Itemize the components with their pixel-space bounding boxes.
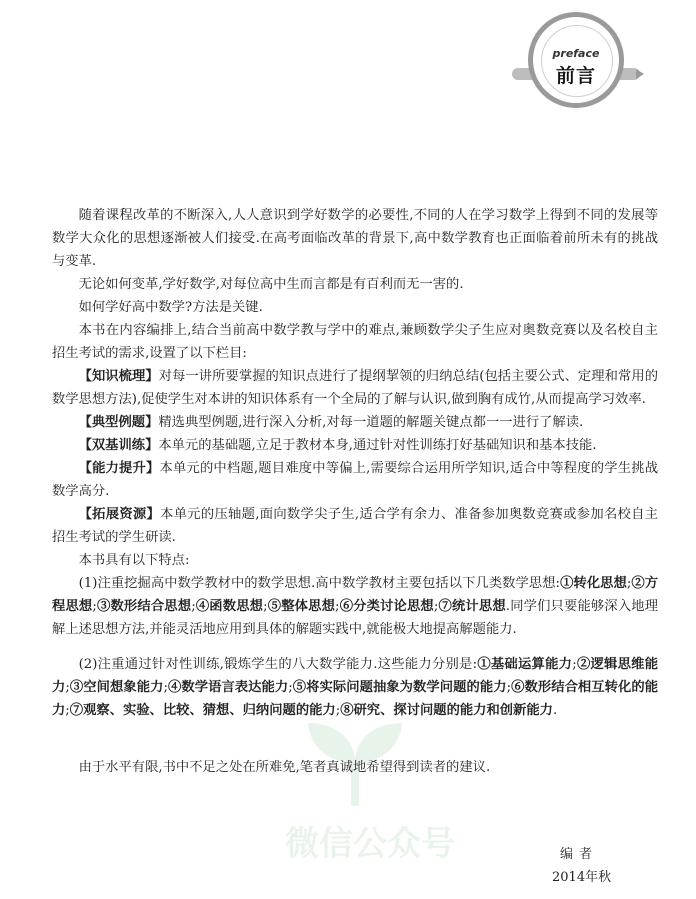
paragraph: 本书在内容编排上,结合当前高中数学教与学中的难点,兼顾数学尖子生应对奥数竞赛以及名校自主招生考试的需求,设置了以下栏目:	[52, 323, 658, 361]
section-basic-training: 【双基训练】本单元的基础题,立足于教材本身,通过针对性训练打好基础知识和基本技能.	[78, 438, 597, 453]
paragraph: 无论如何变革,学好数学,对每位高中生而言都是有百利而无一害的.	[78, 277, 464, 292]
paragraph: 如何学好高中数学?方法是关键.	[78, 300, 263, 315]
paragraph: 本书具有以下特点:	[78, 553, 190, 568]
feature-1: (1)注重挖掘高中数学教材中的数学思想.高中数学教材主要包括以下几类数学思想:①转化思想;②方程思想;③数形结合思想;④函数思想;⑤整体思想;⑥分类讨论思想;⑦统计思想.同学们只要能够深入地理解上述思想方法,并能灵活地应用到具体的解题实践中,就能极大地提高解题能力.	[52, 576, 659, 637]
watermark-text: 微信公众号	[285, 824, 455, 864]
section-ability: 【能力提升】本单元的中档题,题目难度中等偏上,需要综合运用所学知识,适合中等程度的学生挑战数学高分.	[52, 461, 658, 499]
preface-body	[52, 204, 658, 779]
signature: 编者	[560, 847, 599, 862]
section-examples: 【典型例题】精选典型例题,进行深入分析,对每一道题的解题关键点都一一进行了解读.	[78, 415, 584, 430]
badge-english-label: preface	[552, 47, 600, 60]
preface-badge	[512, 12, 640, 122]
paragraph: 随着课程改革的不断深入,人人意识到学好数学的必要性,不同的人在学习数学上得到不同的发展等数学大众化的思想逐渐被人们接受.在高考面临改革的背景下,高中数学教育也正面临着前所未有的挑战与变革.	[52, 208, 658, 269]
pencil-tip-icon	[636, 69, 644, 79]
section-knowledge: 【知识梳理】对每一讲所要掌握的知识点进行了提纲挈领的归纳总结(包括主要公式、定理和常用的数学思想方法),促使学生对本讲的知识体系有一个全局的了解与认识,做到胸有成竹,从而提高学习效率.	[52, 369, 659, 407]
badge-circle	[528, 12, 624, 108]
section-extension: 【拓展资源】本单元的压轴题,面向数学尖子生,适合学有余力、准备参加奥数竞赛或参加名校自主招生考试的学生研读.	[52, 507, 659, 545]
page-title: 前言	[555, 65, 596, 87]
feature-2: (2)注重通过针对性训练,锻炼学生的八大数学能力.这些能力分别是:①基础运算能力;②逻辑思维能力;③空间想象能力;④数学语言表达能力;⑤将实际问题抽象为数学问题的能力;⑥数形结合相互转化的能力;⑦观察、实验、比较、猜想、归纳问题的能力;⑧研究、探讨问题的能力和创新能力.	[52, 657, 659, 718]
date: 2014年秋	[552, 870, 612, 885]
closing-paragraph: 由于水平有限,书中不足之处在所难免,笔者真诚地希望得到读者的建议.	[78, 760, 491, 775]
